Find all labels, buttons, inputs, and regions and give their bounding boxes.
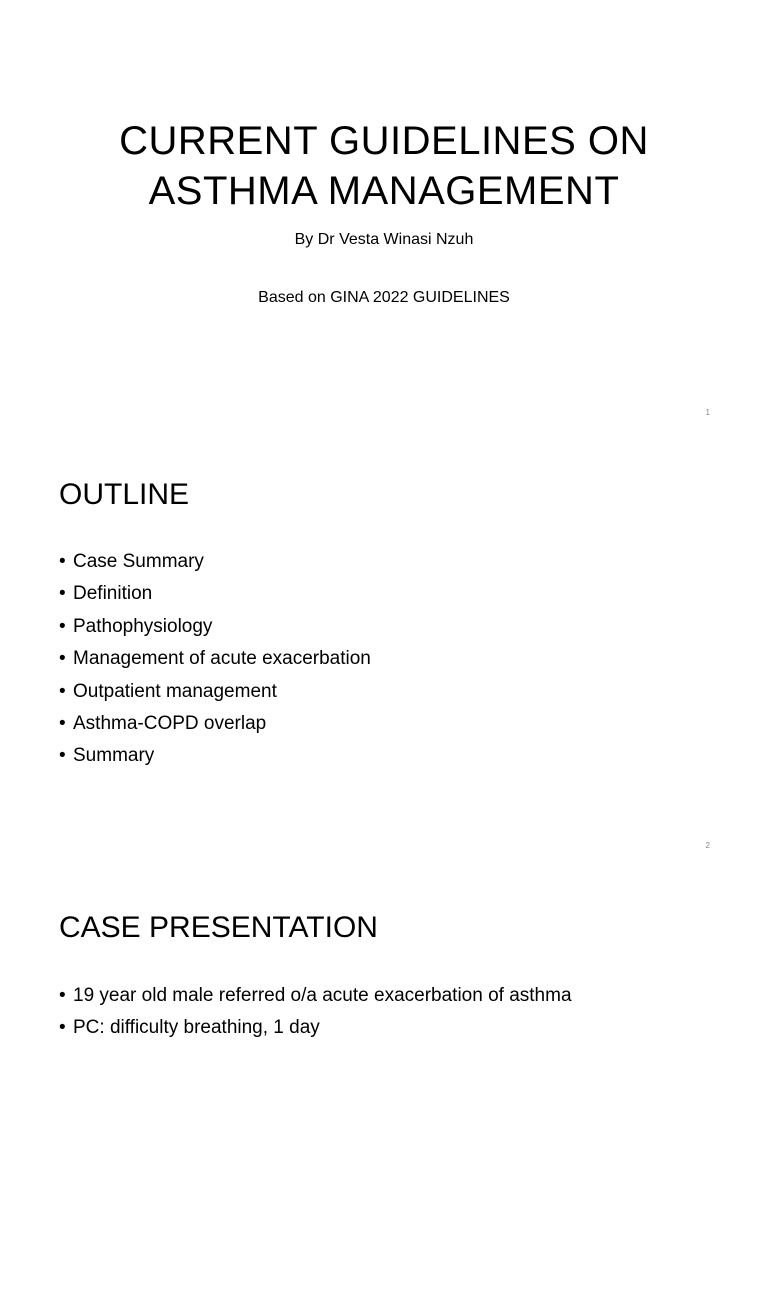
outline-list [59, 546, 371, 773]
author-line: By Dr Vesta Winasi Nzuh [294, 231, 474, 248]
outline-title: OUTLINE [59, 478, 190, 511]
slide-number: 2 [705, 841, 710, 850]
list-item: • 19 year old male referred o/a acute exacerbation of asthma [59, 980, 572, 1012]
list-item: • Outpatient management [59, 676, 371, 708]
guidelines-basis: Based on GINA 2022 GUIDELINES [258, 289, 510, 306]
slide-3 [0, 866, 768, 1299]
list-item: • Case Summary [59, 546, 371, 578]
list-item: • Management of acute exacerbation [59, 643, 371, 675]
slide-number: 1 [705, 408, 710, 417]
title-line-2: ASTHMA MANAGEMENT [148, 169, 620, 213]
list-item: • Definition [59, 578, 371, 610]
list-item: • Pathophysiology [59, 611, 371, 643]
presentation-title [0, 116, 768, 216]
case-list [59, 980, 572, 1045]
case-presentation-title: CASE PRESENTATION [59, 911, 378, 944]
list-item: • Asthma-COPD overlap [59, 708, 371, 740]
list-item: • PC: difficulty breathing, 1 day [59, 1012, 572, 1044]
slide-1 [0, 0, 768, 433]
slide-2 [0, 433, 768, 866]
list-item: • Summary [59, 740, 371, 772]
title-line-1: CURRENT GUIDELINES ON [119, 119, 649, 163]
